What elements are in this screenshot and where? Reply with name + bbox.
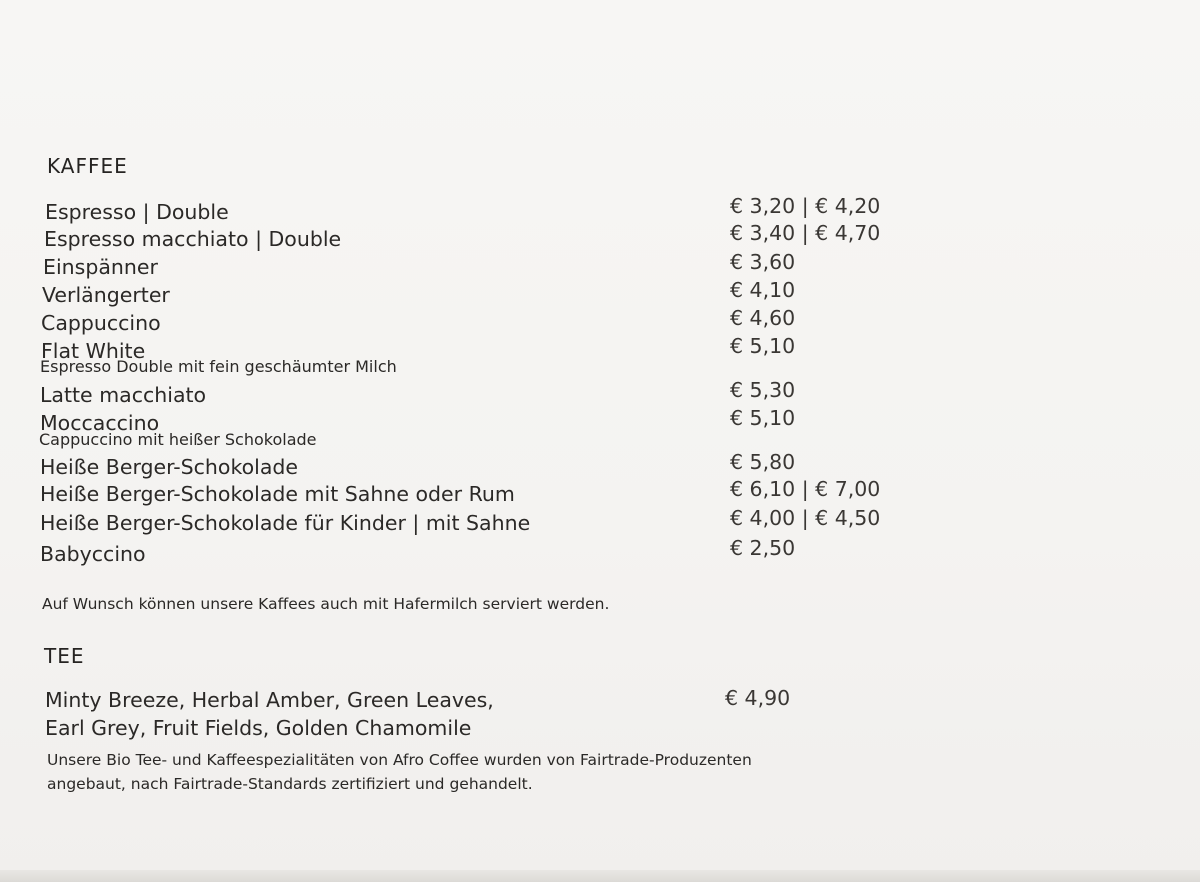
oat-milk-note: Auf Wunsch können unsere Kaffees auch mit Hafermilch serviert werden.	[42, 595, 610, 613]
item-price: € 4,60	[730, 306, 796, 330]
item-name: Espresso macchiato | Double	[44, 227, 342, 251]
item-name: Latte macchiato	[40, 383, 207, 407]
item-price: € 3,40 | € 4,70	[730, 221, 881, 245]
menu-item	[0, 506, 1200, 539]
item-price: € 5,10	[730, 406, 796, 430]
menu-item	[0, 306, 1200, 339]
tea-varieties-line-2: Earl Grey, Fruit Fields, Golden Chamomile	[45, 716, 472, 740]
menu-item	[0, 477, 1200, 510]
menu-item	[0, 221, 1200, 255]
item-price: € 5,10	[730, 334, 796, 358]
item-price: € 4,10	[730, 278, 796, 302]
item-name: Heiße Berger-Schokolade für Kinder | mit Sahne	[40, 511, 531, 535]
kaffee-heading: KAFFEE	[47, 154, 128, 178]
item-price: € 3,20 | € 4,20	[730, 194, 881, 218]
item-name: Espresso | Double	[45, 200, 229, 224]
menu-item	[0, 250, 1200, 283]
item-price: € 4,00 | € 4,50	[730, 506, 881, 530]
item-price: € 5,80	[730, 450, 796, 474]
item-price: € 6,10 | € 7,00	[730, 477, 881, 501]
item-name: Flat White	[41, 339, 146, 363]
item-name: Moccaccino	[40, 411, 160, 435]
item-price: € 3,60	[730, 250, 796, 274]
menu-item	[0, 194, 1200, 228]
item-name: Cappuccino	[41, 311, 161, 335]
tea-varieties-line-1: Minty Breeze, Herbal Amber, Green Leaves,	[45, 688, 494, 712]
fairtrade-note-line-1: Unsere Bio Tee- und Kaffeespezialitäten von Afro Coffee wurden von Fairtrade-Produzenten	[47, 751, 752, 769]
menu-item	[0, 378, 1200, 411]
item-price: € 2,50	[730, 536, 796, 560]
item-name: Heiße Berger-Schokolade mit Sahne oder Rum	[40, 482, 515, 506]
item-description: Cappuccino mit heißer Schokolade	[39, 430, 317, 449]
item-name: Einspänner	[43, 255, 158, 279]
menu-item	[0, 450, 1200, 483]
tea-price: € 4,90	[725, 686, 791, 710]
card-bottom-edge	[0, 870, 1200, 882]
fairtrade-note-line-2: angebaut, nach Fairtrade-Standards zertifiziert und gehandelt.	[47, 775, 533, 793]
menu-item	[0, 278, 1200, 311]
menu-item	[0, 536, 1200, 570]
item-name: Heiße Berger-Schokolade	[40, 455, 299, 479]
item-price: € 5,30	[730, 378, 796, 402]
item-name: Verlängerter	[42, 283, 170, 307]
tee-heading: TEE	[44, 644, 85, 668]
item-name: Babyccino	[40, 542, 146, 566]
item-description: Espresso Double mit fein geschäumter Milch	[40, 357, 397, 376]
